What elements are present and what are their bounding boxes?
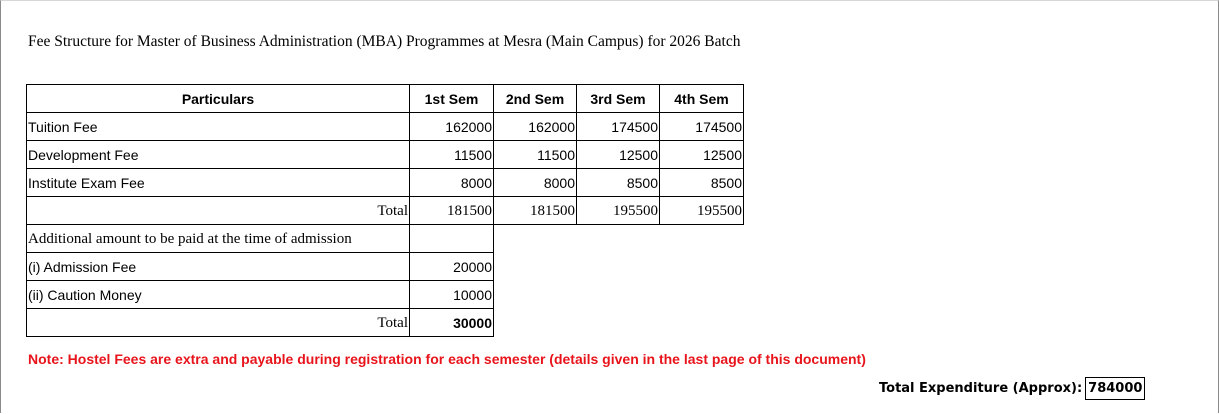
admission-value: 20000: [410, 253, 494, 281]
header-sem-4: 4th Sem: [660, 85, 744, 113]
total-cell: 181500: [410, 197, 494, 225]
header-sem-1: 1st Sem: [410, 85, 494, 113]
admission-total-row: [27, 309, 744, 337]
hostel-fee-note: Note: Hostel Fees are extra and payable during registration for each semester (details given in the last page of this document): [28, 351, 866, 367]
table-cell: 8500: [577, 169, 660, 197]
fee-table: [26, 84, 744, 337]
blank-area: [494, 281, 744, 309]
table-cell: 11500: [410, 141, 494, 169]
blank-area: [494, 225, 744, 253]
header-particulars: Particulars: [27, 85, 410, 113]
table-cell: 162000: [410, 113, 494, 141]
admission-heading-row: [27, 225, 744, 253]
admission-row: [27, 281, 744, 309]
admission-label: (ii) Caution Money: [27, 281, 410, 309]
admission-total-label: Total: [27, 309, 410, 337]
total-row: [27, 197, 744, 225]
total-expenditure: [879, 377, 1145, 400]
table-cell: 174500: [577, 113, 660, 141]
admission-total-value: 30000: [410, 309, 494, 337]
table-header-row: [27, 85, 744, 113]
table-cell: 174500: [660, 113, 744, 141]
admission-label: (i) Admission Fee: [27, 253, 410, 281]
table-cell: 11500: [494, 141, 577, 169]
total-cell: 195500: [660, 197, 744, 225]
total-label: Total: [27, 197, 410, 225]
table-row: [27, 169, 744, 197]
empty-cell: [410, 225, 494, 253]
total-expenditure-label: Total Expenditure (Approx):: [879, 381, 1083, 396]
page-title: Fee Structure for Master of Business Administration (MBA) Programmes at Mesra (Main Campus) for 2026 Batch: [28, 33, 741, 50]
table-row: [27, 113, 744, 141]
table-row: [27, 141, 744, 169]
blank-area: [494, 309, 744, 337]
table-cell: 12500: [577, 141, 660, 169]
table-cell: 8000: [494, 169, 577, 197]
table-cell: 8000: [410, 169, 494, 197]
table-cell: 8500: [660, 169, 744, 197]
row-label: Tuition Fee: [27, 113, 410, 141]
admission-value: 10000: [410, 281, 494, 309]
table-cell: 162000: [494, 113, 577, 141]
table-cell: 12500: [660, 141, 744, 169]
admission-row: [27, 253, 744, 281]
admission-heading: Additional amount to be paid at the time of admission: [27, 225, 410, 253]
blank-area: [494, 253, 744, 281]
header-sem-2: 2nd Sem: [494, 85, 577, 113]
row-label: Institute Exam Fee: [27, 169, 410, 197]
row-label: Development Fee: [27, 141, 410, 169]
total-cell: 181500: [494, 197, 577, 225]
total-expenditure-value: 784000: [1085, 377, 1145, 400]
header-sem-3: 3rd Sem: [577, 85, 660, 113]
total-cell: 195500: [577, 197, 660, 225]
